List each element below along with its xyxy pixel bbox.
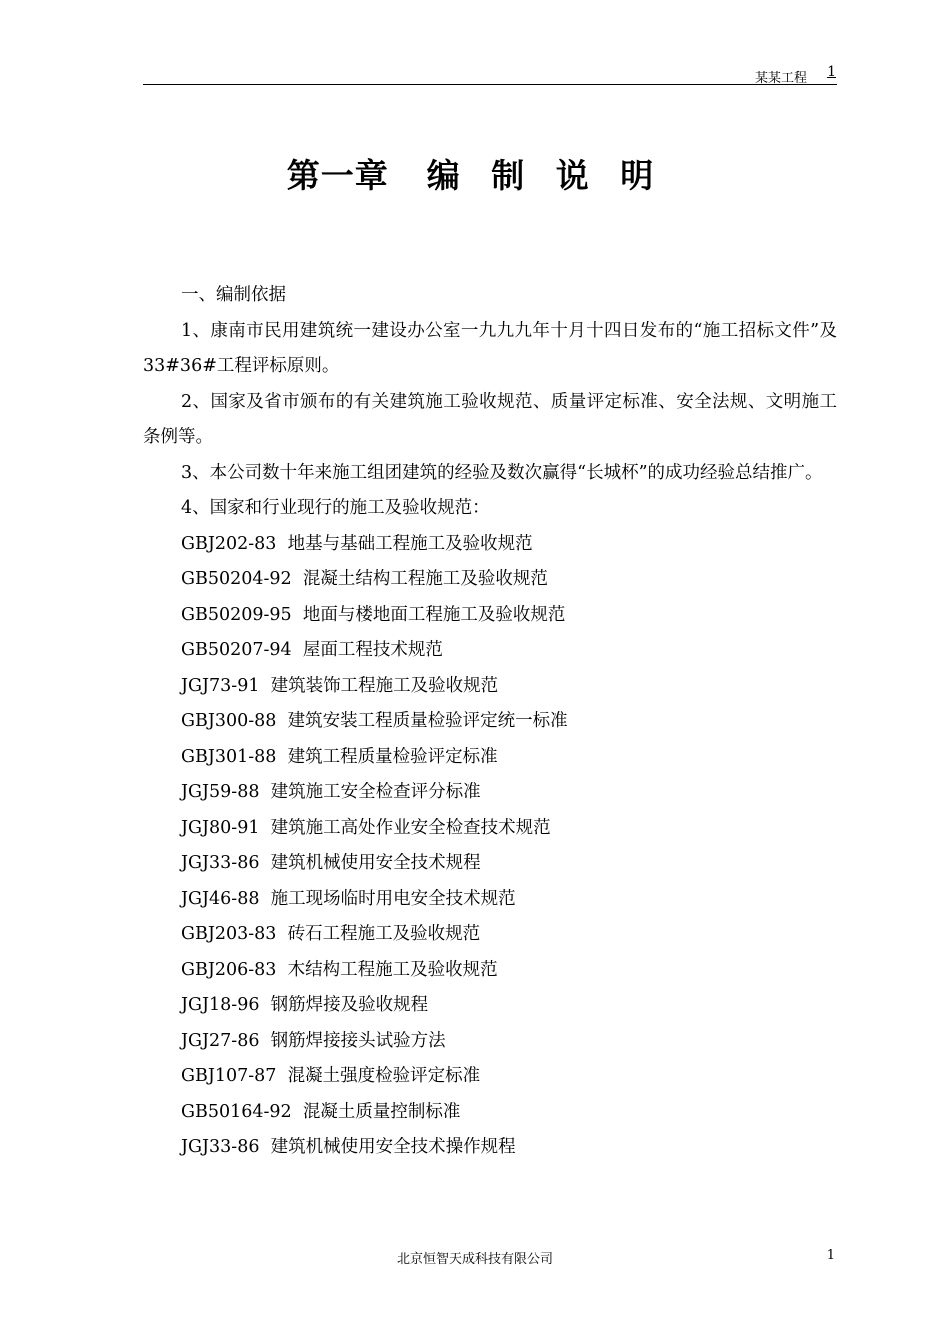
paragraph-3: 3、本公司数十年来施工组团建筑的经验及数次赢得“长城杯”的成功经验总结推广。 (181, 462, 823, 483)
standard-item (143, 633, 837, 669)
standard-title: 混凝土结构工程施工及验收规范 (302, 569, 548, 589)
standard-title: 钢筋焊接及验收规程 (270, 995, 429, 1015)
document-body (143, 278, 837, 1166)
standard-code: GBJ301-88 (181, 746, 277, 767)
standard-item (143, 882, 837, 918)
chapter-title (0, 150, 950, 197)
standard-item (143, 917, 837, 953)
standard-item (143, 1024, 837, 1060)
standard-code: JGJ73-91 (181, 675, 260, 696)
standard-title: 建筑施工安全检查评分标准 (270, 782, 481, 802)
chapter-number: 第一章 (286, 156, 389, 195)
paragraph-1: 1、康南市民用建筑统一建设办公室一九九九年十月十四日发布的“施工招标文件”及33#36#工程评标原则。 (143, 320, 837, 376)
paragraph-4: 4、国家和行业现行的施工及验收规范： (181, 498, 490, 518)
paragraph-2: 2、国家及省市颁布的有关建筑施工验收规范、质量评定标准、安全法规、文明施工条例等。 (143, 391, 837, 447)
header-page-number: 1 (827, 64, 836, 80)
standard-title: 建筑工程质量检验评定标准 (287, 746, 498, 767)
standard-code: JGJ33-86 (181, 1137, 260, 1157)
standard-code: GBJ107-87 (181, 1066, 277, 1086)
standard-code: GB50164-92 (181, 1101, 292, 1122)
footer-company: 北京恒智天成科技有限公司 (396, 1252, 553, 1267)
standard-item (143, 598, 837, 634)
standards-list (143, 527, 837, 1166)
standard-title: 混凝土质量控制标准 (302, 1101, 461, 1122)
standard-title: 地面与楼地面工程施工及验收规范 (302, 604, 566, 625)
standard-item (143, 562, 837, 598)
standard-item (143, 1059, 837, 1095)
header-title: 某某工程 (754, 71, 807, 86)
standard-title: 砖石工程施工及验收规范 (287, 924, 481, 944)
standard-title: 钢筋焊接接头试验方法 (270, 1030, 446, 1051)
standard-item (143, 811, 837, 847)
standard-item (143, 953, 837, 989)
standard-code: GBJ202-83 (181, 533, 277, 554)
standard-code: JGJ46-88 (181, 888, 260, 909)
standard-code: JGJ59-88 (181, 782, 260, 802)
standard-code: JGJ33-86 (181, 853, 260, 873)
standard-code: GB50207-94 (181, 640, 292, 660)
page-header (143, 62, 837, 85)
standard-code: JGJ27-86 (181, 1030, 260, 1051)
standard-item (143, 740, 837, 776)
standard-code: JGJ80-91 (181, 817, 260, 838)
standard-code: JGJ18-96 (181, 995, 260, 1015)
standard-item (143, 1095, 837, 1131)
standard-code: GBJ206-83 (181, 959, 277, 980)
standard-title: 建筑机械使用安全技术操作规程 (270, 1137, 516, 1157)
standard-code: GBJ203-83 (181, 924, 277, 944)
standard-code: GB50209-95 (181, 604, 292, 625)
standard-title: 混凝土强度检验评定标准 (287, 1066, 481, 1086)
standard-item (143, 527, 837, 563)
section-heading: 一、编制依据 (181, 285, 286, 305)
standard-code: GBJ300-88 (181, 711, 277, 731)
standard-title: 建筑机械使用安全技术规程 (270, 853, 481, 873)
standard-title: 建筑施工高处作业安全检查技术规范 (270, 817, 551, 838)
standard-title: 建筑安装工程质量检验评定统一标准 (287, 711, 568, 731)
standard-item (143, 669, 837, 705)
standard-title: 地基与基础工程施工及验收规范 (287, 533, 533, 554)
footer-page-number: 1 (826, 1248, 835, 1263)
standard-code: GB50204-92 (181, 569, 292, 589)
standard-item (143, 1130, 837, 1166)
standard-title: 建筑装饰工程施工及验收规范 (270, 675, 499, 696)
standard-item (143, 775, 837, 811)
standard-item (143, 846, 837, 882)
standard-title: 施工现场临时用电安全技术规范 (270, 888, 516, 909)
chapter-name: 编 制 说 明 (426, 156, 664, 195)
standard-title: 屋面工程技术规范 (302, 640, 443, 660)
standard-title: 木结构工程施工及验收规范 (287, 959, 498, 980)
standard-item (143, 988, 837, 1024)
standard-item (143, 704, 837, 740)
